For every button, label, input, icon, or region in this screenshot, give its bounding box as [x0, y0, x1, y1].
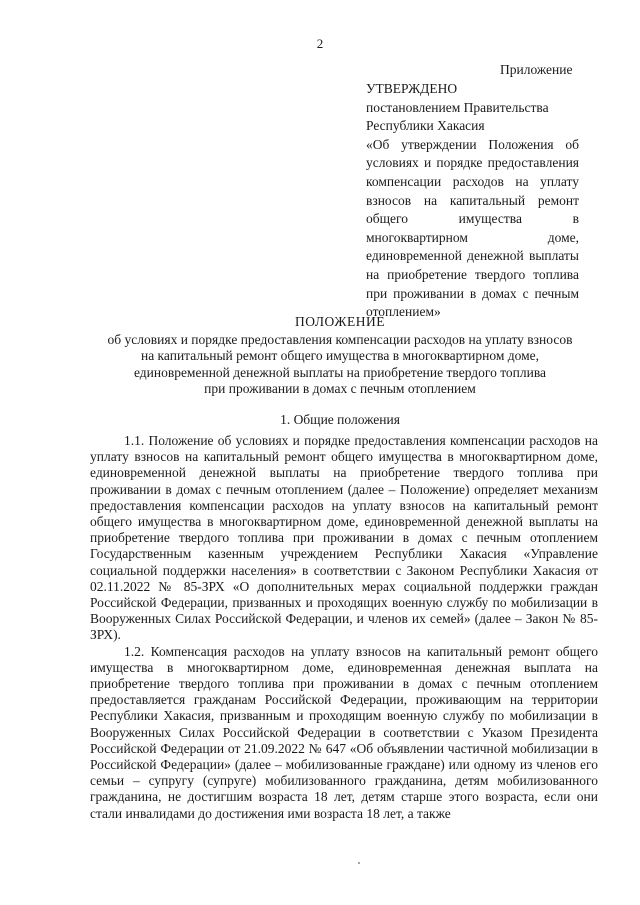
- paragraph-1-2: 1.2. Компенсация расходов на уплату взносов на капитальный ремонт общего имущества в многоквартирном доме, единовременная денежная выплата на приобретение твердого топлива при проживании в домах с печным отоплением предоставляется гражданам Российской Федерации, проживающим на территории Республики Хакасия, призванным и проходящим военную службу по мобилизации в Вооруженных Силах Российской Федерации в соответствии с Указом Президента Российской Федерации от 21.09.2022 № 647 «Об объявлении частичной мобилизации в Российской Федерации» (далее – мобилизованные граждане) или одному из членов его семьи – супругу (супруге) мобилизованного гражданина, детям мобилизованного гражданина, не достигшим возраста 18 лет, детям старше этого возраста, если они стали инвалидами до достижения ими возраста 18 лет, а также: [90, 643, 598, 821]
- paragraph-1-1: 1.1. Положение об условиях и порядке предоставления компенсации расходов на уплату взносов на капитальный ремонт общего имущества в многоквартирном доме, единовременной денежной выплаты на приобретение твердого топлива при проживании в домах с печным отоплением (далее – Положение) определяет механизм предоставления компенсации расходов на уплату взносов на капитальный ремонт общего имущества в многоквартирном доме, единовременной денежной выплаты на приобретение твердого топлива при проживании в домах с печным отоплением Государственным казенным учреждением Республики Хакасия «Управление социальной поддержки населения» в соответствии с Законом Республики Хакасия от 02.11.2022 № 85-ЗРХ «О дополнительных мерах социальной поддержки граждан Российской Федерации, призванных и проходящих военную службу по мобилизации в Вооруженных Силах Российской Федерации, и членов их семей» (далее – Закон № 85-ЗРХ).: [90, 433, 598, 643]
- appendix-label: Приложение: [500, 62, 573, 77]
- approval-heading: УТВЕРЖДЕНО: [366, 81, 458, 96]
- document-subtitle-line-4: при проживании в домах с печным отоплением: [204, 381, 476, 396]
- page-number: 2: [316, 36, 324, 51]
- document-subtitle-line-1: об условиях и порядке предоставления компенсации расходов на уплату взносов: [107, 331, 573, 347]
- approval-block: [366, 80, 579, 322]
- section-heading: 1. Общие положения: [280, 412, 400, 427]
- body-text: [90, 433, 598, 822]
- document-subtitle-line-3: единовременной денежной выплаты на приобретение твердого топлива: [133, 364, 547, 380]
- document-subtitle-line-2: на капитальный ремонт общего имущества в многоквартирном доме,: [140, 348, 540, 363]
- approval-decree-title: «Об утверждении Положения об условиях и порядке предоставления компенсации расходов на уплату взносов на капитальный ремонт общего имущества в многоквартирном доме, единовременной денежной выплаты на приобретение твердого топлива при проживании в домах с печным отоплением»: [366, 136, 579, 320]
- approval-line-2: Республики Хакасия: [366, 118, 485, 134]
- approval-line-1: постановлением Правительства: [366, 99, 549, 115]
- scan-speck: [358, 862, 360, 864]
- document-title-block: [60, 314, 620, 398]
- document-title: ПОЛОЖЕНИЕ: [295, 314, 385, 329]
